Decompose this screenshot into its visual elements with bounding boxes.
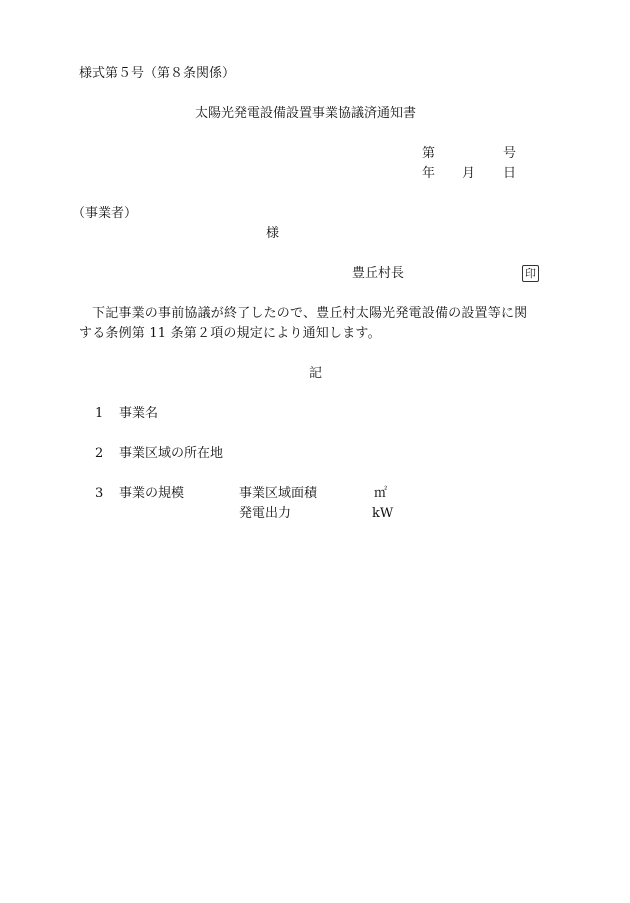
- output-unit: kW: [372, 506, 394, 521]
- item-1-number: 1: [95, 406, 104, 421]
- area-unit: ㎡: [374, 486, 388, 501]
- item-3-number: 3: [95, 486, 104, 501]
- seal-mark: 印: [522, 265, 539, 282]
- body-text-line-2: する条例第 11 条第２項の規定により通知します。: [79, 326, 381, 341]
- date-day: 日: [503, 166, 517, 181]
- ki-heading: 記: [309, 366, 323, 381]
- addressee-label: （事業者）: [72, 206, 138, 221]
- document-title: 太陽光発電設備設置事業協議済通知書: [195, 106, 417, 121]
- addressee-honorific: 様: [266, 226, 280, 241]
- item-3-label: 事業の規模: [119, 486, 185, 501]
- date-year: 年: [422, 166, 436, 181]
- output-label: 発電出力: [239, 506, 292, 521]
- item-2-label: 事業区域の所在地: [119, 446, 224, 461]
- doc-number-dai: 第: [422, 146, 436, 161]
- item-2-number: 2: [95, 446, 104, 461]
- form-number: 様式第５号（第８条関係）: [79, 66, 236, 81]
- item-1-label: 事業名: [119, 406, 159, 421]
- sender-title: 豊丘村長: [352, 266, 405, 281]
- date-month: 月: [462, 166, 476, 181]
- doc-number-go: 号: [503, 146, 517, 161]
- area-label: 事業区域面積: [239, 486, 318, 501]
- body-text-line-1: 下記事業の事前協議が終了したので、豊丘村太陽光発電設備の設置等に関: [92, 306, 528, 321]
